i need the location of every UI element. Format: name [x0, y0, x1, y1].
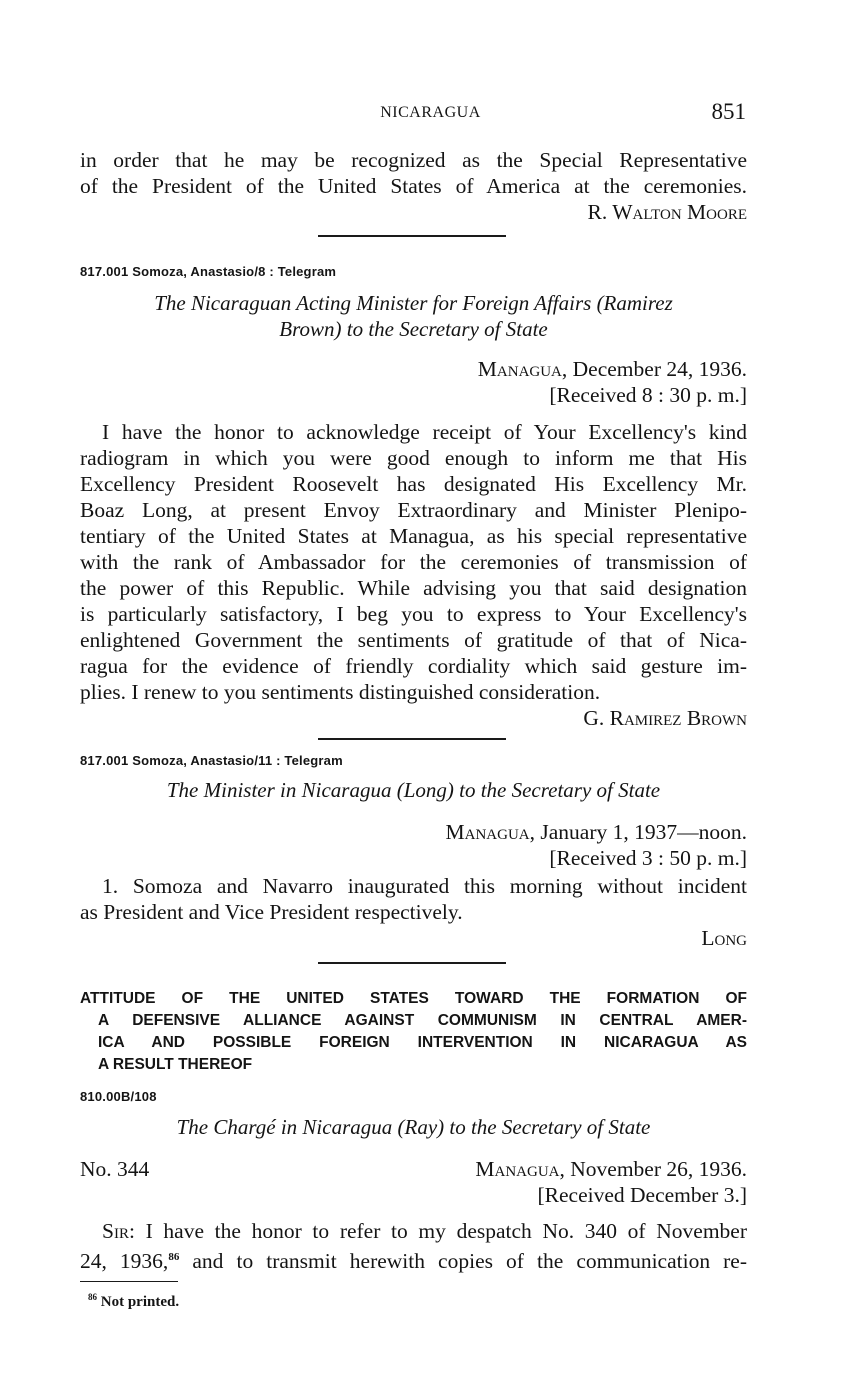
footnote-text: Not printed. — [97, 1294, 180, 1310]
body-line: is particularly satisfactory, I beg you to express to Your Excellency's — [80, 602, 747, 626]
despatch-number: No. 344 — [80, 1157, 150, 1181]
dateline-place: Managua, — [475, 1157, 565, 1181]
running-header-title: NICARAGUA — [380, 104, 481, 121]
document-title-line-1: The Nicaraguan Acting Minister for Foreign Affairs (Ramirez — [154, 291, 673, 315]
footnote-reference: 86 — [168, 1251, 180, 1263]
body-line: tentiary of the United States at Managua, as his special representative — [80, 524, 747, 548]
received-note: [Received December 3.] — [537, 1183, 747, 1207]
file-reference: 817.001 Somoza, Anastasio/11 : Telegram — [80, 753, 343, 768]
body-text: : I have the honor to refer to my despatch No. 340 of November — [128, 1219, 747, 1243]
page-number: 851 — [711, 99, 746, 124]
received-note: [Received 8 : 30 p. m.] — [549, 383, 747, 407]
body-text: and to transmit herewith copies of the communication re- — [179, 1249, 748, 1274]
dateline-date: January 1, 1937—noon. — [535, 820, 747, 844]
body-line: enlightened Government the sentiments of gratitude of that of Nica- — [80, 628, 747, 652]
signature-ramirez-brown: G. Ramirez Brown — [583, 706, 747, 730]
footnote-separator — [80, 1281, 178, 1282]
dateline — [380, 357, 747, 383]
section-heading-line: ATTITUDE OF THE UNITED STATES TOWARD THE FORMATION OF — [80, 990, 747, 1007]
section-heading-line: A DEFENSIVE ALLIANCE AGAINST COMMUNISM IN CENTRAL AMER- — [98, 1012, 747, 1029]
body-line: 1. Somoza and Navarro inaugurated this morning without incident — [102, 874, 747, 898]
body-line: ragua for the evidence of friendly cordiality which said gesture im- — [80, 654, 747, 678]
document-title-line-2: Brown) to the Secretary of State — [279, 317, 548, 341]
dateline — [380, 820, 747, 846]
body-line — [80, 1245, 747, 1275]
file-reference: 817.001 Somoza, Anastasio/8 : Telegram — [80, 264, 337, 279]
body-line: radiogram in which you were good enough to inform me that His — [80, 446, 747, 470]
body-line: as President and Vice President respectively. — [80, 900, 463, 924]
signature-moore: R. Walton Moore — [587, 200, 747, 224]
footnote — [88, 1292, 179, 1311]
salutation: Sir — [102, 1219, 129, 1243]
body-text: 24, 1936, — [80, 1249, 169, 1274]
document-title: The Chargé in Nicaragua (Ray) to the Secretary of State — [176, 1115, 651, 1139]
body-line: with the rank of Ambassador for the ceremonies of transmission of — [80, 550, 747, 574]
section-divider — [318, 235, 506, 237]
body-line: I have the honor to acknowledge receipt of Your Excellency's kind — [102, 420, 747, 444]
footnote-marker: 86 — [88, 1292, 97, 1302]
dateline-place: Managua, — [445, 820, 535, 844]
continuation-line-2: of the President of the United States of America at the ceremonies. — [80, 174, 747, 198]
section-divider — [318, 962, 506, 964]
body-line: plies. I renew to you sentiments distinguished consideration. — [80, 680, 601, 704]
document-title: The Minister in Nicaragua (Long) to the Secretary of State — [166, 778, 661, 802]
section-heading-line: ICA AND POSSIBLE FOREIGN INTERVENTION IN NICARAGUA AS — [98, 1034, 747, 1051]
dateline-date: November 26, 1936. — [564, 1157, 747, 1181]
section-divider — [318, 738, 506, 740]
dateline — [380, 1157, 747, 1183]
dateline-date: December 24, 1936. — [567, 357, 747, 381]
body-line: Excellency President Roosevelt has designated His Excellency Mr. — [80, 472, 747, 496]
section-heading-line: A RESULT THEREOF — [98, 1056, 253, 1073]
body-line: Boaz Long, at present Envoy Extraordinary and Minister Plenipo- — [80, 498, 747, 522]
received-note: [Received 3 : 50 p. m.] — [549, 846, 747, 870]
file-reference: 810.00B/108 — [80, 1089, 157, 1104]
continuation-line-1: in order that he may be recognized as the Special Representative — [80, 148, 747, 172]
body-line — [80, 1219, 747, 1245]
signature-long: Long — [701, 926, 747, 950]
body-line: the power of this Republic. While advising you that said designation — [80, 576, 747, 600]
dateline-place: Managua, — [477, 357, 568, 381]
